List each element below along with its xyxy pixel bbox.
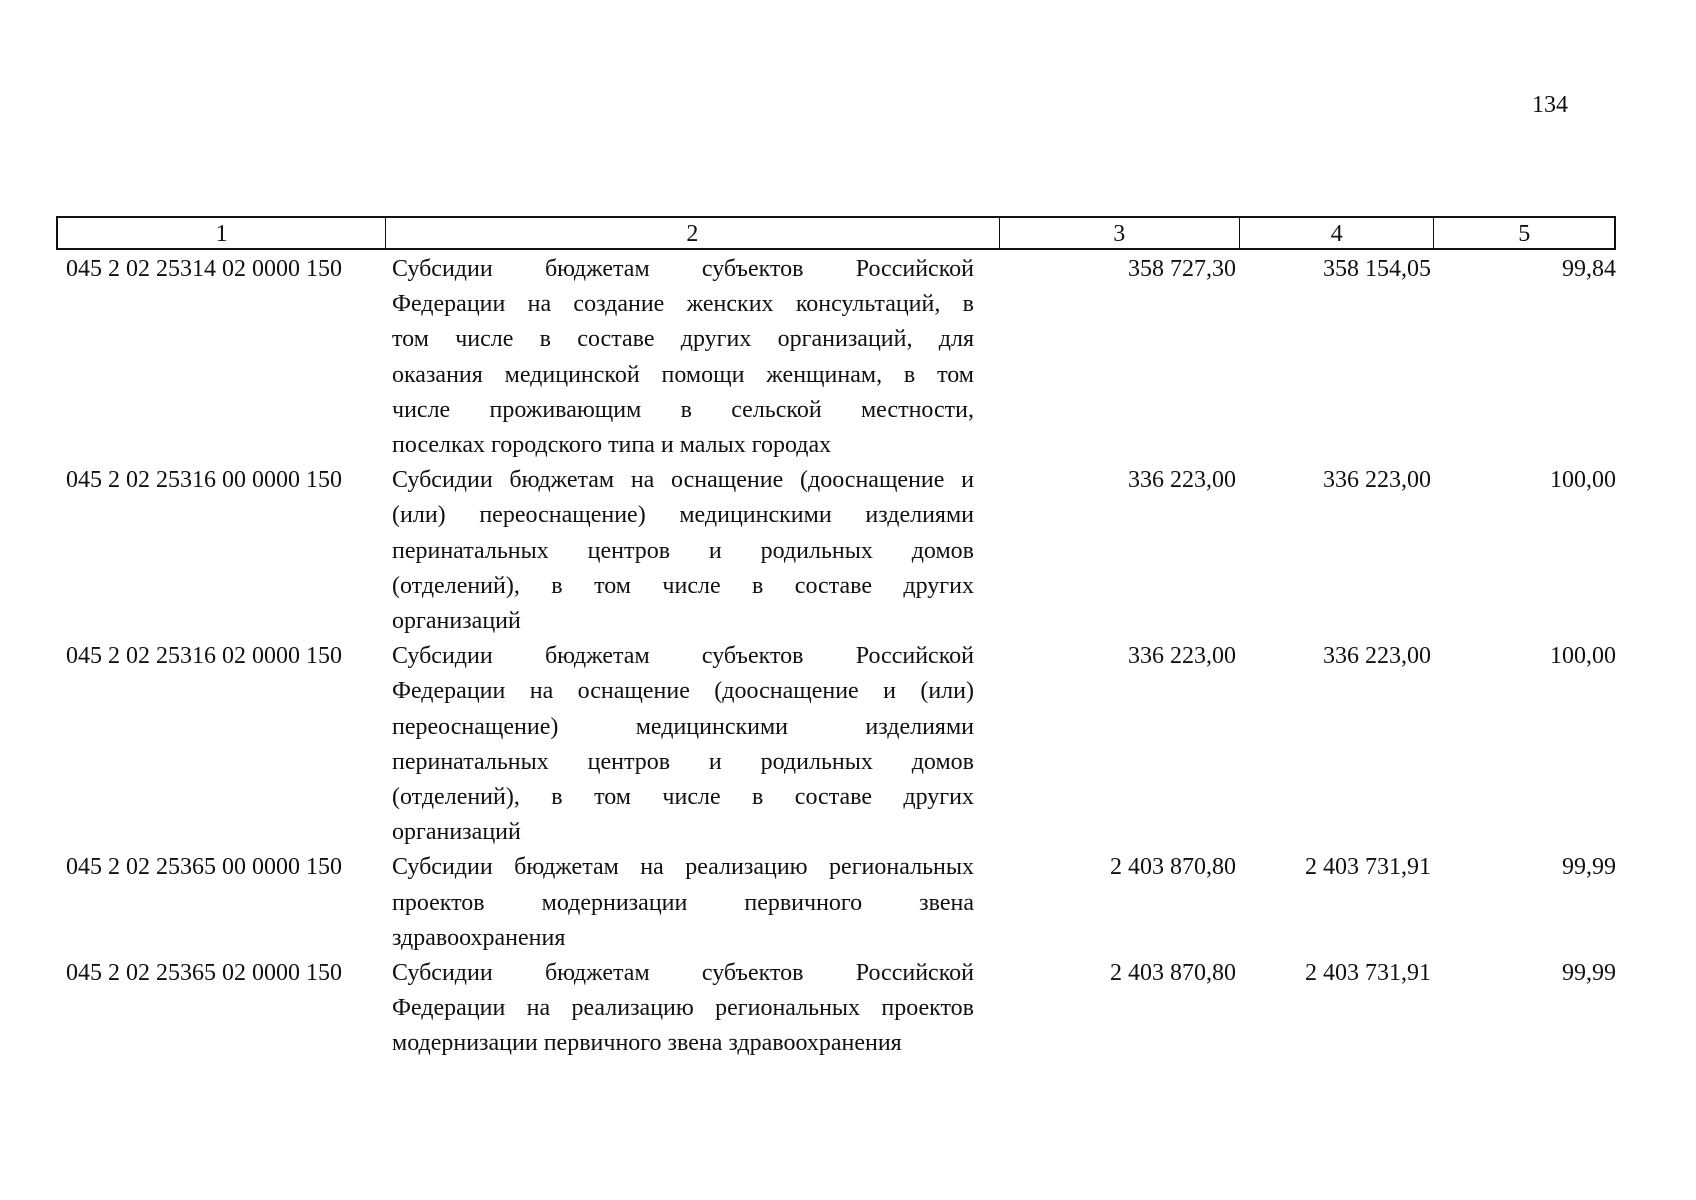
column-header-3: 3 <box>1000 218 1240 248</box>
budget-code: 045 2 02 25365 00 0000 150 <box>66 854 342 881</box>
value-column-5: 99,99 <box>1562 854 1616 881</box>
column-header-2: 2 <box>386 218 999 248</box>
value-column-5: 100,00 <box>1550 467 1616 494</box>
value-column-3: 336 223,00 <box>1128 643 1236 670</box>
table-row <box>56 639 1616 850</box>
description-line: проектов модернизации первичного звена <box>392 889 974 916</box>
table-row <box>56 850 1616 956</box>
value-column-3: 2 403 870,80 <box>1110 854 1236 881</box>
description-line: числе проживающим в сельской местности, <box>392 396 974 423</box>
description-line: Субсидии бюджетам субъектов Российской <box>392 643 974 670</box>
description-line: (отделений), в том числе в составе других <box>392 572 974 599</box>
income-description <box>385 850 1000 956</box>
table-row <box>56 956 1616 1062</box>
description-line: Субсидии бюджетам на реализацию региональных <box>392 854 974 881</box>
description-line: перинатальных центров и родильных домов <box>392 537 974 564</box>
description-line: (отделений), в том числе в составе других <box>392 784 974 811</box>
value-column-5: 100,00 <box>1550 643 1616 670</box>
description-line: переоснащение) медицинскими изделиями <box>392 713 974 740</box>
table-row <box>56 252 1616 463</box>
description-line: Субсидии бюджетам субъектов Российской <box>392 960 974 987</box>
page-number: 134 <box>1532 92 1568 118</box>
table-header <box>56 216 1616 250</box>
description-line: перинатальных центров и родильных домов <box>392 748 974 775</box>
value-column-4: 336 223,00 <box>1323 643 1431 670</box>
value-column-4: 2 403 731,91 <box>1305 854 1431 881</box>
value-column-3: 336 223,00 <box>1128 467 1236 494</box>
budget-code: 045 2 02 25314 02 0000 150 <box>66 256 342 282</box>
column-header-4: 4 <box>1240 218 1435 248</box>
value-column-3: 358 727,30 <box>1128 256 1236 282</box>
description-line: том числе в составе других организаций, для <box>392 326 974 353</box>
description-line: (или) переоснащение) медицинскими изделиями <box>392 502 974 529</box>
table-body <box>56 252 1616 1062</box>
income-description <box>385 639 1000 850</box>
value-column-4: 358 154,05 <box>1323 256 1431 282</box>
budget-code: 045 2 02 25365 02 0000 150 <box>66 960 342 987</box>
description-line: модернизации первичного звена здравоохранения <box>392 1030 902 1057</box>
budget-code: 045 2 02 25316 00 0000 150 <box>66 467 342 494</box>
description-line: Федерации на оснащение (дооснащение и (или) <box>392 678 974 705</box>
value-column-3: 2 403 870,80 <box>1110 960 1236 987</box>
income-description <box>385 252 1000 463</box>
description-line: Федерации на создание женских консультаций, в <box>392 291 974 318</box>
budget-code: 045 2 02 25316 02 0000 150 <box>66 643 342 670</box>
description-line: Субсидии бюджетам на оснащение (дооснащение и <box>392 467 974 494</box>
description-line: организаций <box>392 608 521 635</box>
table-row <box>56 463 1616 639</box>
description-line: поселках городского типа и малых городах <box>392 432 832 459</box>
income-description <box>385 956 1000 1062</box>
description-line: организаций <box>392 819 521 846</box>
description-line: оказания медицинской помощи женщинам, в том <box>392 361 974 388</box>
value-column-5: 99,99 <box>1562 960 1616 987</box>
value-column-5: 99,84 <box>1562 256 1616 282</box>
column-header-1: 1 <box>58 218 386 248</box>
description-line: Федерации на реализацию региональных проектов <box>392 995 974 1022</box>
description-line: Субсидии бюджетам субъектов Российской <box>392 256 974 282</box>
value-column-4: 336 223,00 <box>1323 467 1431 494</box>
description-line: здравоохранения <box>392 924 566 951</box>
column-header-5: 5 <box>1518 221 1531 247</box>
income-description <box>385 463 1000 639</box>
value-column-4: 2 403 731,91 <box>1305 960 1431 987</box>
